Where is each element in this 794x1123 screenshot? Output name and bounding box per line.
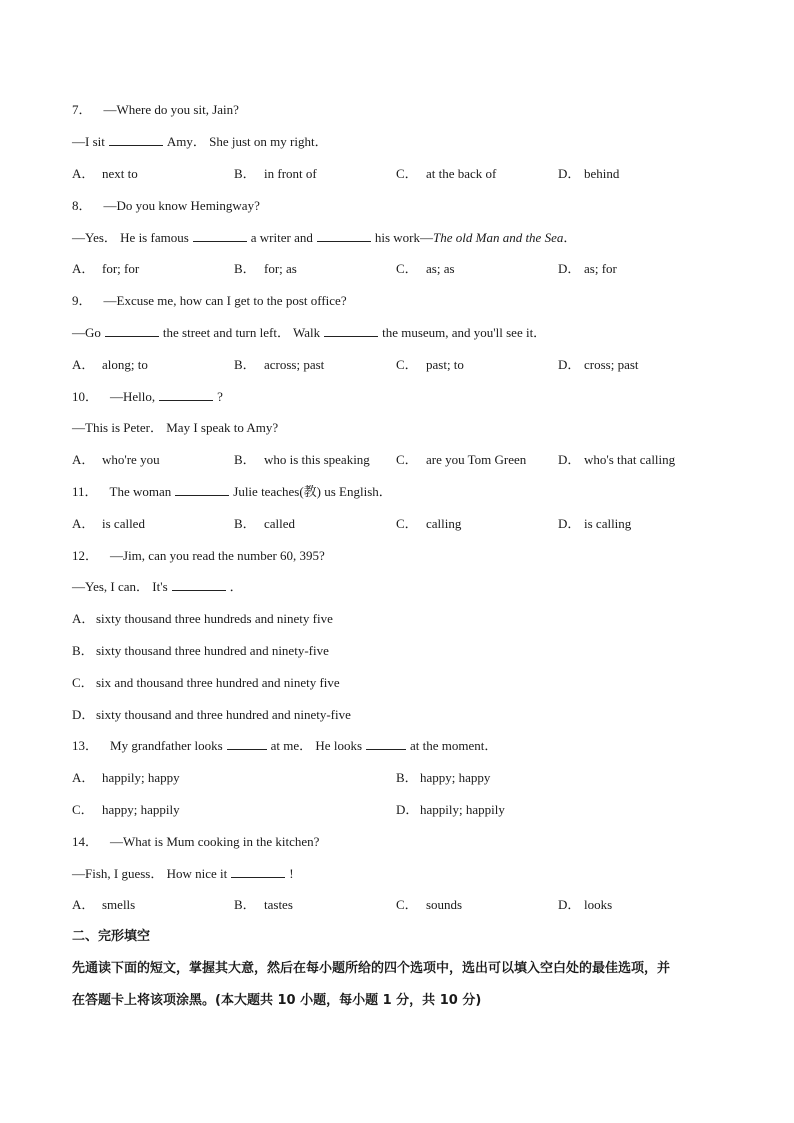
answer-blank — [227, 736, 267, 750]
question-13-options-row2 — [72, 800, 734, 820]
question-14-response: —Fish, I guess． How nice it ! — [72, 866, 294, 881]
question-11-options — [72, 514, 734, 534]
question-number: 12． — [72, 548, 99, 563]
answer-blank — [159, 387, 213, 401]
question-9-prompt: 9． —Excuse me, how can I get to the post office? — [72, 291, 734, 311]
option-d[interactable]: D． behind — [558, 166, 620, 181]
question-number: 7． — [72, 102, 92, 117]
option-b[interactable]: B． across; past — [234, 357, 325, 372]
option-a[interactable]: A． along; to — [72, 357, 148, 372]
question-14-options — [72, 895, 734, 915]
question-number: 10． — [72, 389, 99, 404]
question-13-prompt: 13． My grandfather looks at me． He looks at the moment． — [72, 736, 734, 756]
option-a[interactable]: A． who're you — [72, 452, 160, 467]
option-c[interactable]: C． as; as — [396, 261, 455, 276]
question-10-response: —This is Peter． May I speak to Amy? — [72, 420, 279, 435]
option-c[interactable]: C． sounds — [396, 897, 463, 912]
option-d[interactable]: D． looks — [558, 897, 613, 912]
answer-blank — [317, 228, 371, 242]
option-c[interactable]: C． calling — [396, 516, 462, 531]
question-9-response: —Go the street and turn left． Walk the museum, and you'll see it． — [72, 325, 547, 340]
answer-blank — [324, 323, 378, 337]
answer-blank — [175, 482, 229, 496]
option-a[interactable]: A． smells — [72, 897, 136, 912]
option-d[interactable]: D． is calling — [558, 516, 632, 531]
answer-blank — [105, 323, 159, 337]
question-12-option-b[interactable]: B． sixty thousand three hundred and ninety-five — [72, 643, 329, 658]
question-8-options — [72, 259, 734, 279]
question-13-options-row1 — [72, 768, 734, 788]
question-10-options — [72, 450, 734, 470]
question-12-option-c[interactable]: C． six and thousand three hundred and ninety five — [72, 675, 340, 690]
question-number: 11． — [72, 484, 98, 499]
section-title: 二、完形填空 — [72, 929, 151, 944]
book-title: The old Man and the Sea — [433, 230, 564, 245]
option-c[interactable]: C． are you Tom Green — [396, 452, 527, 467]
question-12-option-d[interactable]: D． sixty thousand and three hundred and ninety-five — [72, 707, 351, 722]
question-7-response: —I sit Amy． She just on my right． — [72, 134, 328, 149]
option-a[interactable]: A． is called — [72, 516, 145, 531]
option-d[interactable]: D． who's that calling — [558, 452, 676, 467]
answer-blank — [193, 228, 247, 242]
option-b[interactable]: B． happy; happy — [396, 770, 491, 785]
option-a[interactable]: A． next to — [72, 166, 138, 181]
option-d[interactable]: D． cross; past — [558, 357, 639, 372]
option-b[interactable]: B． tastes — [234, 897, 293, 912]
question-7-options — [72, 164, 734, 184]
question-11-prompt: 11． The woman Julie teaches(教) us English． — [72, 482, 734, 502]
section-instructions-line2: 在答题卡上将该项涂黑。(本大题共 10 小题，每小题 1 分，共 10 分) — [72, 993, 482, 1008]
section-instructions-line1: 先通读下面的短文，掌握其大意，然后在每小题所给的四个选项中，选出可以填入空白处的最佳选项，并 — [72, 961, 671, 976]
question-number: 9． — [72, 293, 92, 308]
question-12-response: —Yes, I can． It's ． — [72, 579, 243, 594]
answer-blank — [366, 736, 406, 750]
question-14-prompt: 14． —What is Mum cooking in the kitchen? — [72, 832, 734, 852]
question-8-prompt: 8． —Do you know Hemingway? — [72, 196, 734, 216]
question-number: 14． — [72, 834, 99, 849]
question-10-prompt: 10． —Hello, ? — [72, 387, 734, 407]
question-12-prompt: 12． —Jim, can you read the number 60, 395? — [72, 546, 734, 566]
question-8-response: —Yes． He is famous a writer and his work—The old Man and the Sea． — [72, 230, 577, 245]
option-b[interactable]: B． who is this speaking — [234, 452, 370, 467]
question-9-options — [72, 355, 734, 375]
option-b[interactable]: B． called — [234, 516, 296, 531]
option-a[interactable]: A． happily; happy — [72, 770, 180, 785]
question-12-option-a[interactable]: A． sixty thousand three hundreds and ninety five — [72, 611, 333, 626]
option-b[interactable]: B． for; as — [234, 261, 297, 276]
answer-blank — [172, 577, 226, 591]
question-7-prompt: 7． —Where do you sit, Jain? — [72, 100, 734, 120]
option-c[interactable]: C． happy; happily — [72, 802, 180, 817]
option-b[interactable]: B． in front of — [234, 166, 317, 181]
question-number: 13． — [72, 738, 99, 753]
option-d[interactable]: D． as; for — [558, 261, 617, 276]
option-c[interactable]: C． at the back of — [396, 166, 497, 181]
option-d[interactable]: D． happily; happily — [396, 802, 505, 817]
answer-blank — [231, 864, 285, 878]
question-number: 8． — [72, 198, 92, 213]
option-a[interactable]: A． for; for — [72, 261, 140, 276]
option-c[interactable]: C． past; to — [396, 357, 464, 372]
answer-blank — [109, 132, 163, 146]
